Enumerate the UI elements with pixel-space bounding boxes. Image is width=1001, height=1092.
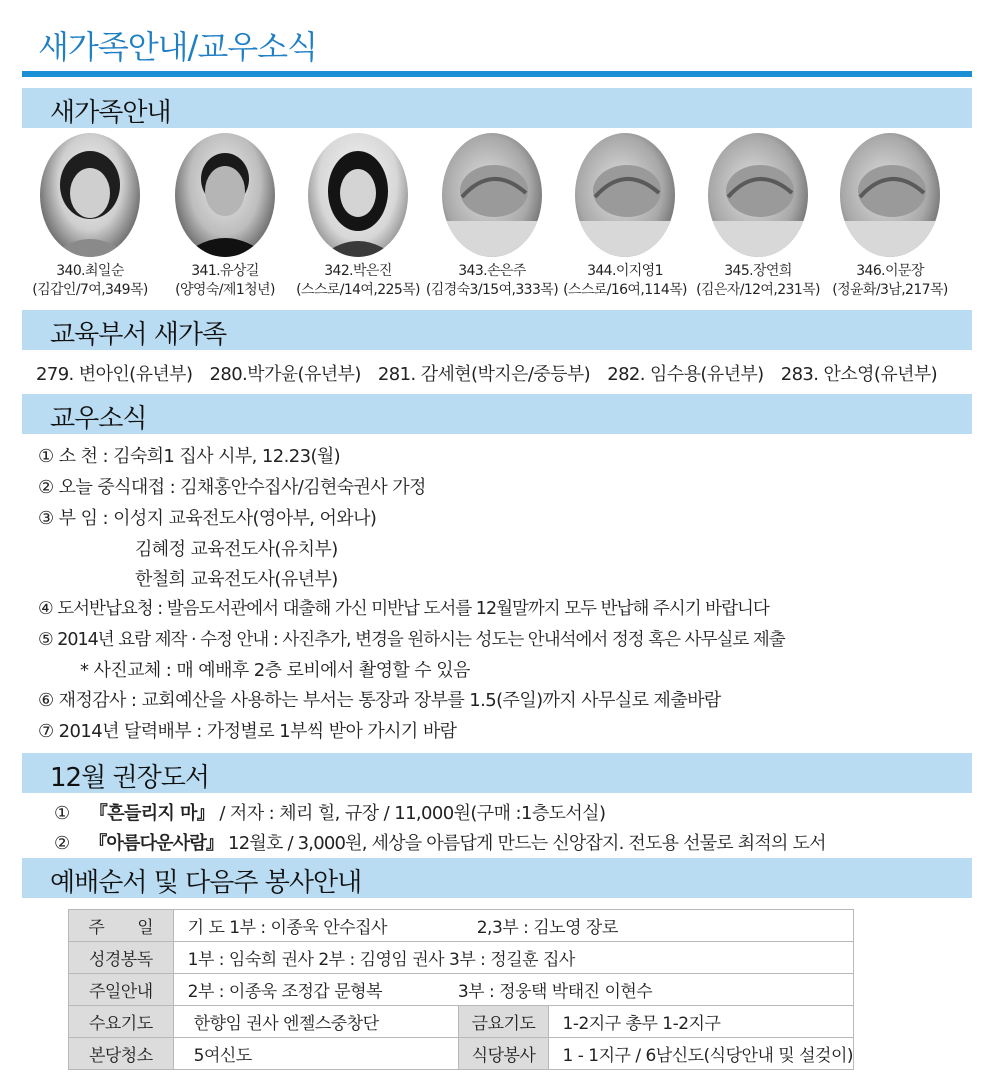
new-family-note: (김갑인/7여,349목)	[32, 282, 148, 298]
new-family-note: (김은자/12여,231목)	[696, 282, 820, 298]
row-header-sunday: 주 일	[69, 910, 174, 942]
news-line-3: ③ 부 임 : 이성지 교육전도사(영아부, 어와나)	[38, 508, 377, 529]
book-1-number: ①	[54, 803, 70, 824]
table-row	[69, 974, 854, 1006]
news-line-1: ① 소 천 : 김숙희1 집사 시부, 12.23(월)	[38, 446, 341, 467]
row-header-usher: 주일안내	[69, 974, 174, 1006]
ushers	[173, 974, 853, 1006]
edu-new-family-item: 283. 안소영(유년부)	[780, 364, 938, 385]
title-rule	[22, 71, 972, 77]
new-family-name: 345.장연희	[724, 263, 792, 279]
praying-hands-icon	[442, 133, 542, 257]
scripture-readers: 1부 : 임숙희 권사 2부 : 김영임 권사 3부 : 정길훈 집사	[173, 942, 853, 974]
book-line-2	[54, 829, 826, 855]
row-header-friday: 금요기도	[459, 1006, 548, 1038]
new-family-photo-7	[840, 133, 940, 257]
new-family-name: 340.최일순	[56, 263, 124, 279]
new-family-photo-5	[575, 133, 675, 257]
section-edu-new-family-label: 교육부서 새가족	[50, 320, 227, 350]
page-title: 새가족안내/교우소식	[38, 28, 317, 66]
edu-new-family-item: 280.박가윤(유년부)	[209, 364, 361, 385]
section-new-family	[22, 88, 972, 128]
new-family-note: (정윤화/3남,217목)	[832, 282, 948, 298]
sunday-prayer-first: 기 도 1부 : 이종욱 안수집사	[187, 918, 387, 938]
table-row	[69, 1006, 854, 1038]
new-family-photo-3	[308, 133, 408, 257]
new-family-caption-7	[815, 262, 965, 300]
new-family-note: (양영숙/제1청년)	[175, 282, 275, 298]
book-line-1	[54, 799, 605, 825]
section-worship-label: 예배순서 및 다음주 봉사안내	[50, 868, 362, 898]
news-line-4: ④ 도서반납요청 : 발음도서관에서 대출해 가신 미반납 도서를 12월말까지 모두 반납해 주시기 바랍니다	[38, 599, 769, 619]
cleaning-duty: 5여신도	[173, 1038, 459, 1070]
book-1-details: / 저자 : 체리 힐, 규장 / 11,000원(구매 :1층도서실)	[219, 803, 606, 824]
sunday-prayer	[173, 910, 853, 942]
new-family-caption-4	[417, 262, 567, 300]
woman-portrait-icon	[40, 133, 140, 257]
section-books	[22, 753, 972, 793]
new-family-photo-6	[708, 133, 808, 257]
news-line-2: ② 오늘 중식대접 : 김채홍안수집사/김현숙권사 가정	[38, 477, 426, 498]
friday-prayer: 1-2지구 총무 1-2지구	[548, 1006, 853, 1038]
worship-service-table	[68, 909, 854, 1070]
row-header-cleaning: 본당청소	[69, 1038, 174, 1070]
news-line-7: ⑦ 2014년 달력배부 : 가정별로 1부씩 받아 가시기 바람	[38, 721, 457, 742]
new-family-name: 346.이문장	[856, 263, 924, 279]
edu-new-family-list	[36, 360, 949, 386]
new-family-photo-2	[175, 133, 275, 257]
row-header-kitchen: 식당봉사	[459, 1038, 548, 1070]
new-family-note: (스스로/14여,225목)	[296, 282, 420, 298]
edu-new-family-item: 282. 임수용(유년부)	[607, 364, 764, 385]
table-row	[69, 942, 854, 974]
edu-new-family-item: 281. 감세현(박지은/중등부)	[377, 364, 591, 385]
man-portrait-icon	[175, 133, 275, 257]
row-header-scripture: 성경봉독	[69, 942, 174, 974]
news-line-3c: 한철희 교육전도사(유년부)	[135, 569, 338, 590]
news-line-6: ⑥ 재정감사 : 교회예산을 사용하는 부서는 통장과 장부를 1.5(주일)까지 사무실로 제출바람	[38, 690, 721, 711]
ushers-third: 3부 : 정웅택 박태진 이현수	[457, 982, 653, 1002]
new-family-name: 341.유상길	[191, 263, 259, 279]
row-header-wednesday: 수요기도	[69, 1006, 174, 1038]
new-family-photo-1	[40, 133, 140, 257]
new-family-caption-2	[150, 262, 300, 300]
news-line-3b: 김혜정 교육전도사(유치부)	[135, 539, 338, 560]
sunday-prayer-second: 2,3부 : 김노영 장로	[476, 918, 618, 938]
edu-new-family-item: 279. 변아인(유년부)	[36, 364, 193, 385]
kitchen-duty: 1 - 1지구 / 6남신도(식당안내 및 설겆이)	[548, 1038, 853, 1070]
woman-portrait-icon	[308, 133, 408, 257]
news-line-5: ⑤ 2014년 요람 제작 · 수정 안내 : 사진추가, 변경을 원하시는 성도는 안내석에서 정정 혹은 사무실로 제출	[38, 630, 785, 650]
book-2-details: 12월호 / 3,000원, 세상을 아름답게 만드는 신앙잡지. 전도용 선물로 최적의 도서	[228, 833, 826, 854]
book-2-number: ②	[54, 833, 70, 854]
book-2-title: 『아름다운사람』	[89, 833, 224, 854]
new-family-caption-1	[15, 262, 165, 300]
praying-hands-icon	[840, 133, 940, 257]
section-news-label: 교우소식	[50, 404, 147, 434]
new-family-name: 343.손은주	[458, 263, 526, 279]
section-new-family-label: 새가족안내	[50, 98, 171, 128]
new-family-note: (스스로/16여,114목)	[563, 282, 687, 298]
section-worship	[22, 858, 972, 898]
section-edu-new-family	[22, 310, 972, 350]
new-family-caption-3	[283, 262, 433, 300]
new-family-caption-5	[550, 262, 700, 300]
wednesday-prayer: 한향임 권사 엔젤스중창단	[173, 1006, 459, 1038]
section-news	[22, 394, 972, 434]
new-family-note: (김경숙3/15여,333목)	[425, 282, 559, 298]
book-1-title: 『흔들리지 마』	[89, 803, 215, 824]
section-books-label: 12월 권장도서	[50, 763, 209, 793]
new-family-caption-6	[683, 262, 833, 300]
new-family-photo-4	[442, 133, 542, 257]
ushers-second: 2부 : 이종욱 조정갑 문형복	[187, 982, 383, 1002]
table-row	[69, 1038, 854, 1070]
new-family-name: 342.박은진	[324, 263, 392, 279]
praying-hands-icon	[575, 133, 675, 257]
new-family-name: 344.이지영1	[587, 263, 663, 279]
table-row	[69, 910, 854, 942]
praying-hands-icon	[708, 133, 808, 257]
news-line-5b: * 사진교체 : 매 예배후 2층 로비에서 촬영할 수 있음	[80, 660, 470, 681]
